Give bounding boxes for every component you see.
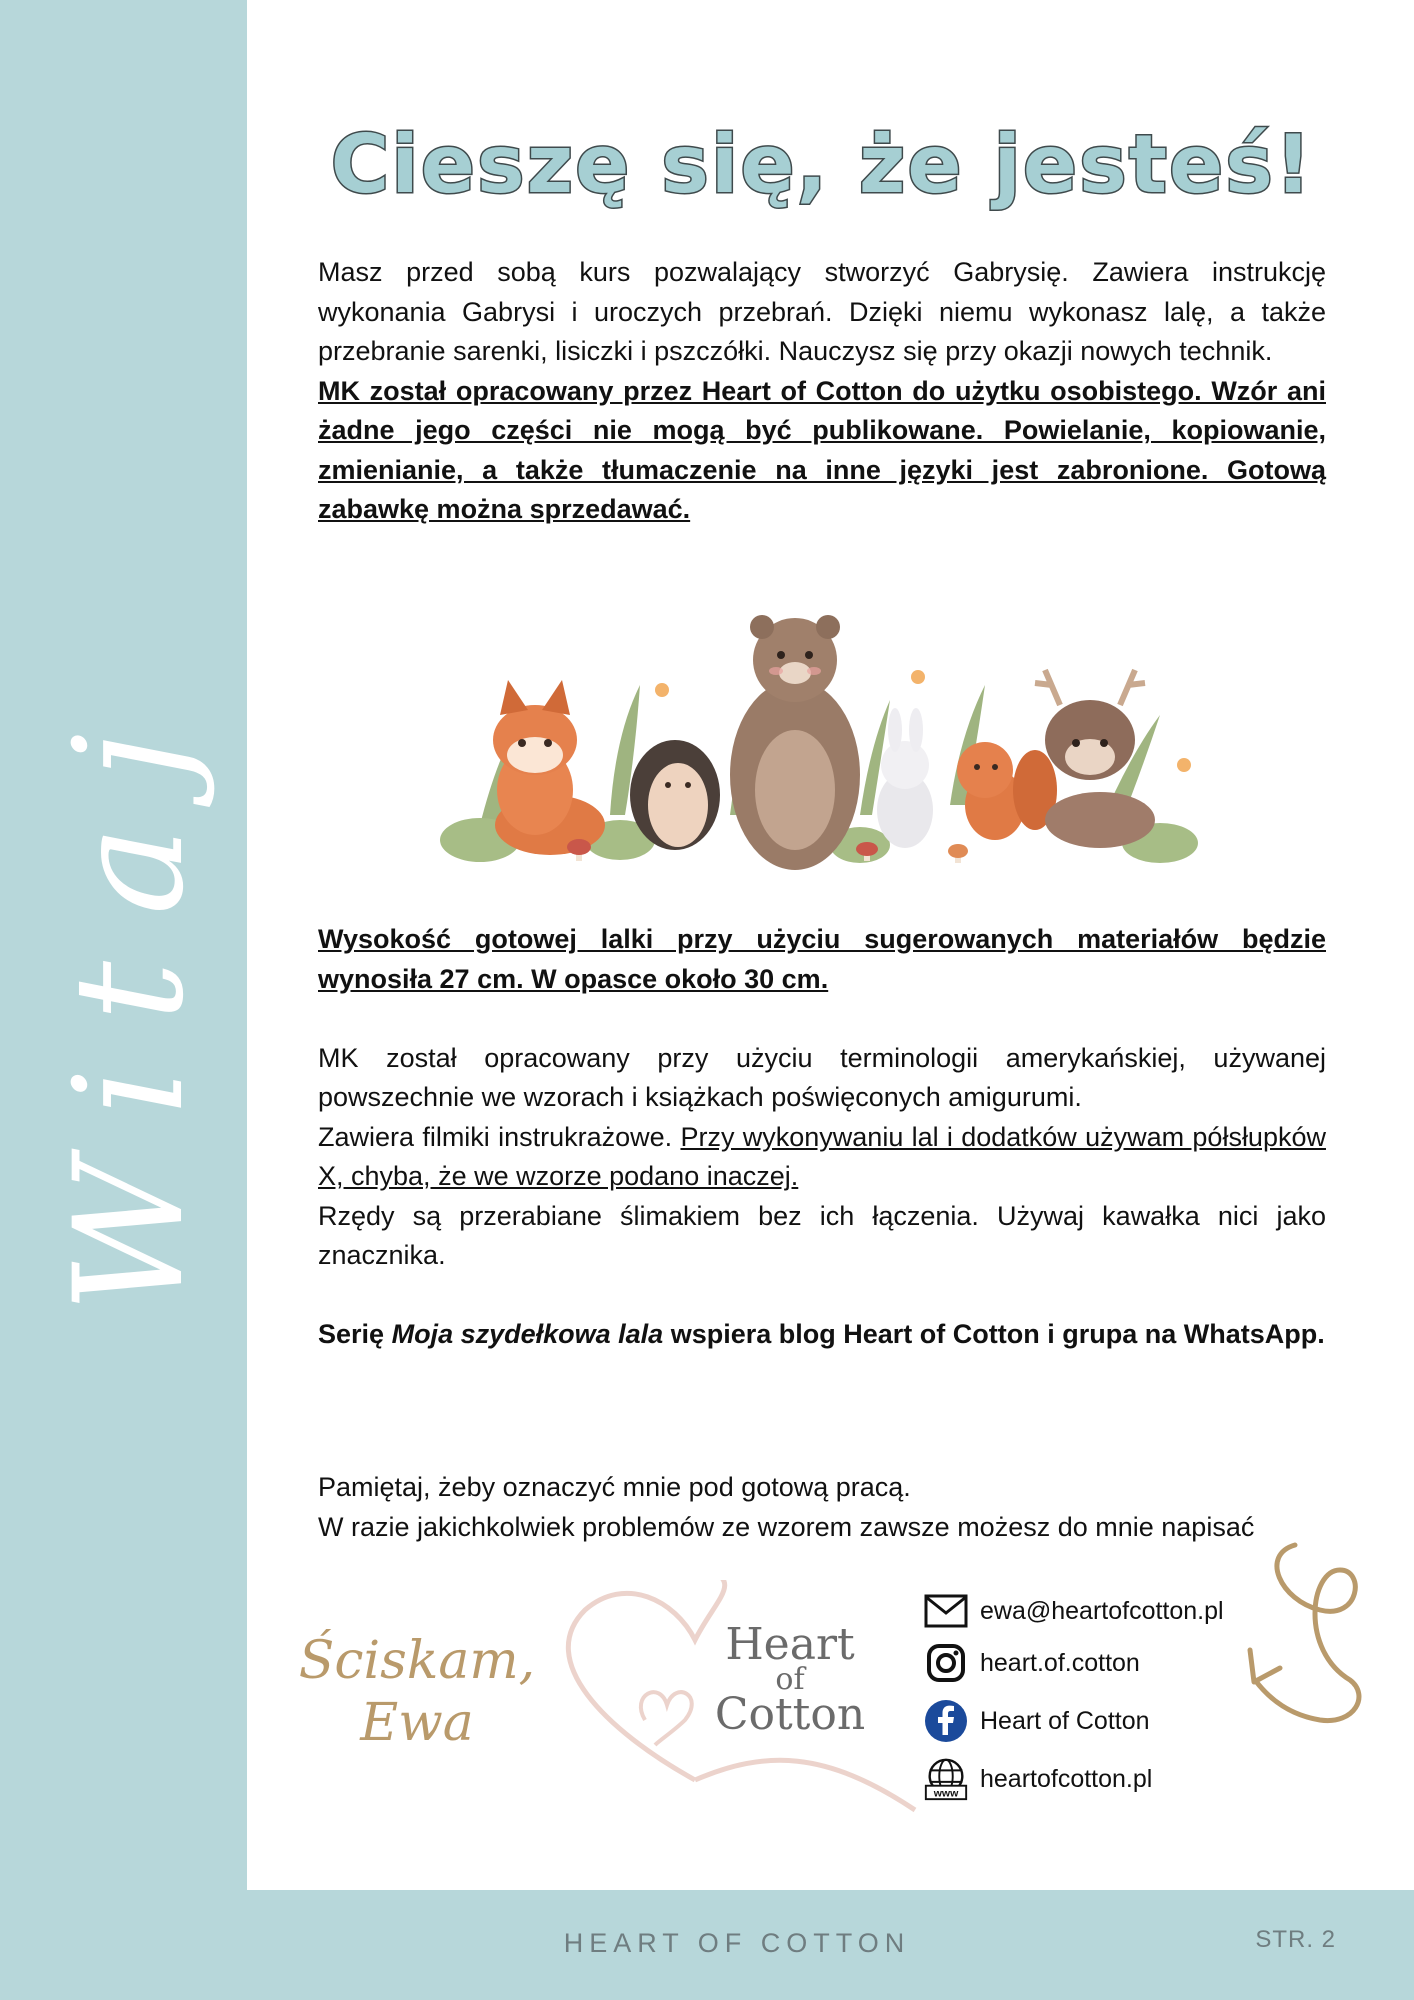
series-name: Moja szydełkowa lala — [391, 1319, 664, 1349]
intro-section — [318, 253, 1326, 530]
instagram-icon — [922, 1639, 970, 1687]
footer-brand-text: HEART OF COTTON — [563, 1928, 911, 1958]
contact-instagram[interactable] — [922, 1637, 1224, 1689]
website-link[interactable]: heartofcotton.pl — [980, 1764, 1153, 1793]
curly-arrow-icon — [1240, 1540, 1390, 1730]
facebook-icon — [922, 1697, 970, 1745]
signature-line-2: Ewa — [360, 1693, 474, 1753]
videos-underlined: Przy wykonywaniu lal i dodatków używam półsłupków X, chyba, że we wzorze podano inaczej. — [318, 1121, 1326, 1191]
page-title: Cieszę się, że jesteś! — [330, 118, 1314, 211]
contact-facebook[interactable] — [922, 1695, 1224, 1747]
closing-line-2: W razie jakichkolwiek problemów ze wzorem zawsze możesz do mnie napisać — [318, 1511, 1255, 1542]
signature — [282, 1630, 552, 1754]
logo-line-2: of — [775, 1662, 805, 1697]
height-note: Wysokość gotowej lalki przy użyciu sugerowanych materiałów będzie wynosiła 27 cm. W opasce około 30 cm. — [318, 924, 1326, 994]
sidebar-vertical-text: Witaj — [43, 687, 217, 1313]
rows-note: Rzędy są przerabiane ślimakiem bez ich łączenia. Używaj kawałka nici jako znacznika. — [318, 1200, 1326, 1270]
instagram-link[interactable]: heart.of.cotton — [980, 1648, 1140, 1677]
videos-note — [318, 1118, 1326, 1197]
logo-text — [700, 1619, 880, 1740]
woodland-animals-illustration — [440, 615, 1200, 875]
globe-www-icon — [922, 1755, 970, 1803]
facebook-link[interactable]: Heart of Cotton — [980, 1706, 1150, 1735]
closing-section — [318, 1468, 1326, 1547]
intro-paragraph: Masz przed sobą kurs pozwalający stworzyć Gabrysię. Zawiera instrukcję wykonania Gabrysi i uroczych przebrań. Dzięki niemu wykonasz lalę, a także przebranie sarenki, lisiczki i pszczółki. Nauczysz się przy okazji nowych technik. — [318, 257, 1326, 366]
details-section — [318, 920, 1326, 1355]
series-note — [318, 1315, 1326, 1355]
series-prefix: Serię — [318, 1319, 385, 1349]
envelope-icon — [922, 1587, 970, 1635]
signature-line-1: Ściskam, — [298, 1631, 536, 1691]
series-suffix: wspiera blog Heart of Cotton i grupa na WhatsApp. — [670, 1319, 1325, 1349]
contact-website[interactable] — [922, 1753, 1224, 1805]
www-label: www — [933, 1787, 959, 1800]
terminology-note: MK został opracowany przy użyciu terminologii amerykańskiej, używanej powszechnie we wzorach i książkach poświęconych amigurumi. — [318, 1042, 1326, 1112]
logo-line-1: Heart — [725, 1619, 855, 1670]
page-number: STR. 2 — [1255, 1926, 1336, 1953]
email-link[interactable]: ewa@heartofcotton.pl — [980, 1596, 1224, 1625]
footer-brand — [0, 1928, 1414, 1959]
logo-line-3: Cotton — [714, 1689, 866, 1740]
closing-line-1: Pamiętaj, żeby oznaczyć mnie pod gotową pracą. — [318, 1472, 911, 1502]
contact-list — [922, 1585, 1224, 1805]
videos-prefix: Zawiera filmiki instrukrażowe. — [318, 1121, 673, 1152]
copyright-notice: MK został opracowany przez Heart of Cotton do użytku osobistego. Wzór ani żadne jego części nie mogą być publikowane. Powielanie, kopiowanie, zmienianie, a także tłumaczenie na inne języki jest zabronione. Gotową zabawkę można sprzedawać. — [318, 375, 1326, 524]
contact-email[interactable] — [922, 1585, 1224, 1637]
